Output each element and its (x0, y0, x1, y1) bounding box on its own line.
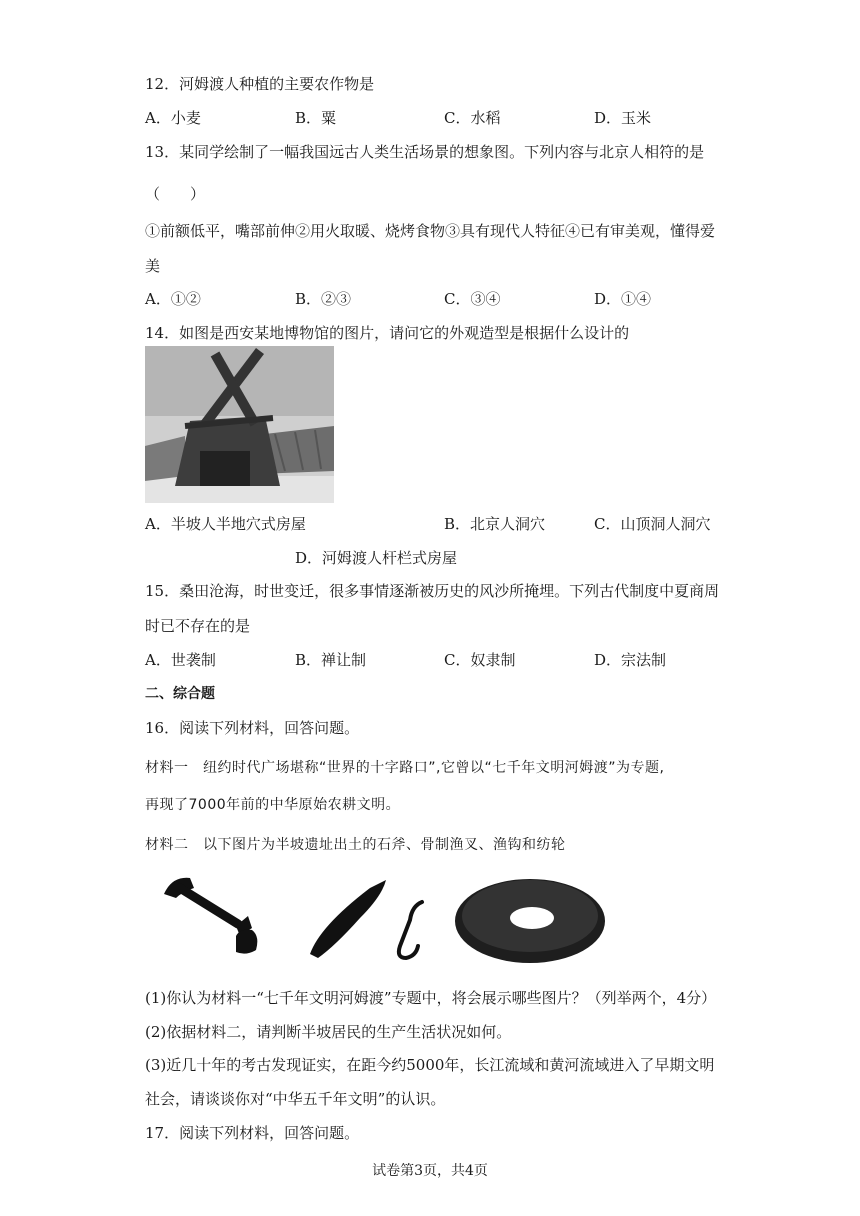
q15-option-b: B．禅让制 (295, 651, 367, 669)
q13-option-b: B．②③ (295, 290, 352, 308)
q15-option-d: D．宗法制 (594, 651, 667, 669)
q15-stem-line1: 15．桑田沧海，时世变迁，很多事情逐渐被历史的风沙所掩埋。下列古代制度中夏商周 (145, 582, 720, 600)
bone-harpoon-icon (310, 880, 386, 958)
q12-option-a: A．小麦 (145, 109, 201, 127)
q13-option-c: C．③④ (444, 290, 501, 308)
q16-material1-line2: 再现了7000年前的中华原始农耕文明。 (145, 797, 401, 813)
q16-sub1: (1)你认为材料一“七千年文明河姆渡”专题中，将会展示哪些图片？（列举两个，4分） (145, 989, 717, 1007)
q13-stem: 13．某同学绘制了一幅我国远古人类生活场景的想象图。下列内容与北京人相符的是 (145, 143, 705, 161)
spindle-whorl-icon (455, 879, 605, 963)
q16-material1-line1: 材料一 纽约时代广场堪称“世界的十字路口”,它曾以“七千年文明河姆渡”为专题, (145, 760, 665, 776)
section-heading: 二、综合题 (145, 686, 215, 702)
museum-photo (145, 346, 334, 503)
q13-items-line2: 美 (145, 257, 161, 275)
q13-answer-paren: （ ） (145, 185, 206, 203)
q14-option-c: C．山顶洞人洞穴 (594, 515, 711, 533)
fish-hook-icon (399, 902, 422, 958)
q13-option-a: A．①② (145, 290, 201, 308)
q15-stem-line2: 时已不存在的是 (145, 617, 251, 635)
q14-option-b: B．北京人洞穴 (444, 515, 546, 533)
q17-stem: 17．阅读下列材料，回答问题。 (145, 1124, 360, 1142)
q16-sub3-line2: 社会，请谈谈你对“中华五千年文明”的认识。 (145, 1090, 446, 1108)
q14-stem: 14．如图是西安某地博物馆的图片，请问它的外观造型是根据什么设计的 (145, 324, 630, 342)
q12-option-d: D．玉米 (594, 109, 652, 127)
q16-stem: 16．阅读下列材料，回答问题。 (145, 719, 360, 737)
stone-axe-icon (164, 878, 257, 954)
banpo-artifacts-image (160, 866, 620, 966)
q15-option-a: A．世袭制 (145, 651, 216, 669)
q12-stem: 12．河姆渡人种植的主要农作物是 (145, 75, 375, 93)
q13-option-d: D．①④ (594, 290, 652, 308)
q16-sub3-line1: (3)近几十年的考古发现证实，在距今约5000年，长江流域和黄河流域进入了早期文明 (145, 1056, 715, 1074)
q14-option-d: D．河姆渡人杆栏式房屋 (295, 549, 458, 567)
q12-option-b: B．粟 (295, 109, 337, 127)
q15-option-c: C．奴隶制 (444, 651, 516, 669)
q16-material2: 材料二 以下图片为半坡遗址出土的石斧、骨制渔叉、渔钩和纺轮 (145, 837, 566, 853)
q13-items-line1: ①前额低平，嘴部前伸②用火取暖、烧烤食物③具有现代人特征④已有审美观，懂得爱 (145, 222, 716, 240)
q16-sub2: (2)依据材料二，请判断半坡居民的生产生活状况如何。 (145, 1023, 512, 1041)
q12-option-c: C．水稻 (444, 109, 501, 127)
q14-option-a: A．半坡人半地穴式房屋 (145, 515, 306, 533)
page-footer: 试卷第3页，共4页 (372, 1163, 488, 1179)
